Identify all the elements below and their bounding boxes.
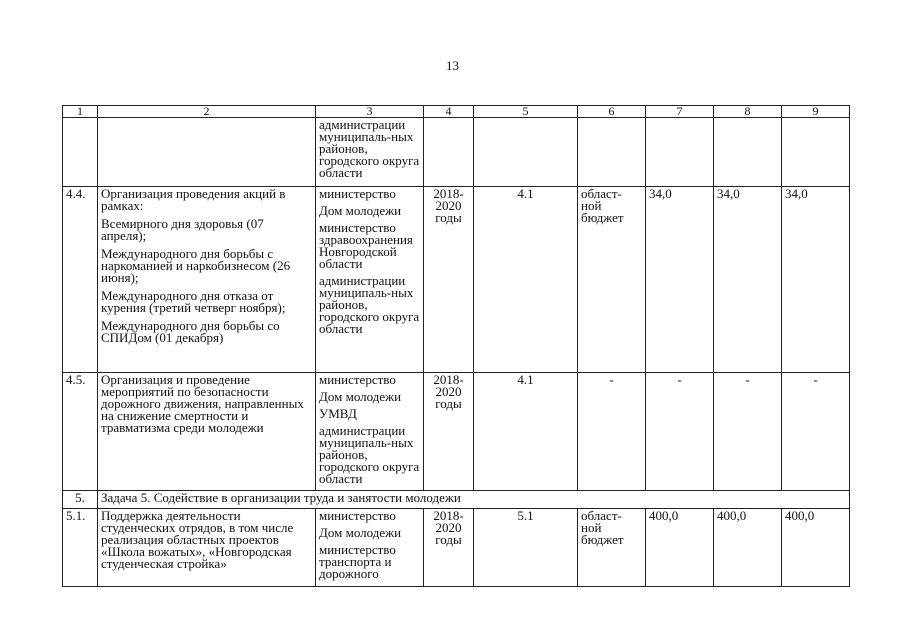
table-row-4-4 bbox=[63, 187, 850, 373]
activity-text: Организация и проведение мероприятий по безопасности дорожного движения, направленных на снижение смертности и травматизма среди молодежи bbox=[101, 372, 304, 435]
executor: УМВД bbox=[319, 406, 357, 421]
value-2019: - bbox=[714, 373, 782, 491]
executors-cell bbox=[316, 118, 424, 187]
header-cell: 7 bbox=[646, 106, 714, 118]
period-cell: 2018-2020 годы bbox=[424, 187, 474, 373]
executor: администрации муниципаль-ных районов, городского округа области bbox=[319, 273, 420, 336]
executor: администрации муниципаль-ных районов, городского округа области bbox=[319, 423, 420, 486]
table-row-continuation bbox=[63, 118, 850, 187]
header-cell: 1 bbox=[63, 106, 98, 118]
executors-cell bbox=[316, 187, 424, 373]
header-cell: 2 bbox=[98, 106, 316, 118]
task-title: Задача 5. Содействие в организации труда и занятости молодежи bbox=[98, 491, 850, 509]
period-cell: 2018-2020 годы bbox=[424, 373, 474, 491]
program-table bbox=[62, 105, 850, 587]
indicator-cell: 5.1 bbox=[474, 509, 578, 587]
value-2020: 34,0 bbox=[782, 187, 850, 373]
value-2020 bbox=[782, 118, 850, 187]
period-cell bbox=[424, 118, 474, 187]
indicator-cell: 4.1 bbox=[474, 373, 578, 491]
value-2019: 400,0 bbox=[714, 509, 782, 587]
activity-text: Всемирного дня здоровья (07 апреля); bbox=[101, 216, 264, 243]
value-2020: 400,0 bbox=[782, 509, 850, 587]
executor: Дом молодежи bbox=[319, 203, 402, 218]
activity-text: Международного дня борьбы со СПИДом (01 декабря) bbox=[101, 318, 280, 345]
period-cell: 2018-2020 годы bbox=[424, 509, 474, 587]
table-row-4-5 bbox=[63, 373, 850, 491]
activity-cell bbox=[98, 118, 316, 187]
executors-cell bbox=[316, 509, 424, 587]
executor: министерство транспорта и дорожного bbox=[319, 542, 396, 581]
activity-text: Международного дня борьбы с наркоманией и наркобизнесом (26 июня); bbox=[101, 246, 291, 285]
indicator-cell bbox=[474, 118, 578, 187]
row-number: 5.1. bbox=[63, 509, 98, 587]
source-cell: - bbox=[578, 373, 646, 491]
row-number: 4.5. bbox=[63, 373, 98, 491]
indicator-cell: 4.1 bbox=[474, 187, 578, 373]
activity-cell bbox=[98, 373, 316, 491]
executor: администрации муниципаль-ных районов, городского округа области bbox=[319, 117, 420, 180]
table-row-5-1 bbox=[63, 509, 850, 587]
activity-text: Поддержка деятельности студенческих отрядов, в том числе реализация областных проектов «Школа вожатых», «Новгородская студенческая стройка» bbox=[101, 508, 294, 571]
executor: министерство bbox=[319, 372, 396, 387]
header-row bbox=[63, 106, 850, 118]
value-2018: - bbox=[646, 373, 714, 491]
header-cell: 8 bbox=[714, 106, 782, 118]
value-2018: 34,0 bbox=[646, 187, 714, 373]
header-cell: 5 bbox=[474, 106, 578, 118]
header-cell: 3 bbox=[316, 106, 424, 118]
row-number bbox=[63, 118, 98, 187]
value-2020: - bbox=[782, 373, 850, 491]
value-2018 bbox=[646, 118, 714, 187]
value-2019 bbox=[714, 118, 782, 187]
activity-text: Международного дня отказа от курения (третий четверг ноября); bbox=[101, 288, 286, 315]
header-cell: 4 bbox=[424, 106, 474, 118]
row-number: 5. bbox=[63, 491, 98, 509]
activity-cell bbox=[98, 509, 316, 587]
row-number: 4.4. bbox=[63, 187, 98, 373]
executor: министерство здравоохранения Новгородской области bbox=[319, 220, 413, 271]
executors-cell bbox=[316, 373, 424, 491]
source-cell: област-ной бюджет bbox=[578, 187, 646, 373]
source-cell: област-ной бюджет bbox=[578, 509, 646, 587]
executor: министерство bbox=[319, 508, 396, 523]
activity-cell bbox=[98, 187, 316, 373]
executor: министерство bbox=[319, 186, 396, 201]
header-cell: 6 bbox=[578, 106, 646, 118]
value-2018: 400,0 bbox=[646, 509, 714, 587]
executor: Дом молодежи bbox=[319, 525, 402, 540]
value-2019: 34,0 bbox=[714, 187, 782, 373]
page-number: 13 bbox=[446, 58, 459, 73]
executor: Дом молодежи bbox=[319, 389, 402, 404]
activity-text: Организация проведения акций в рамках: bbox=[101, 186, 286, 213]
table-row-task-5 bbox=[63, 491, 850, 509]
header-cell: 9 bbox=[782, 106, 850, 118]
source-cell bbox=[578, 118, 646, 187]
